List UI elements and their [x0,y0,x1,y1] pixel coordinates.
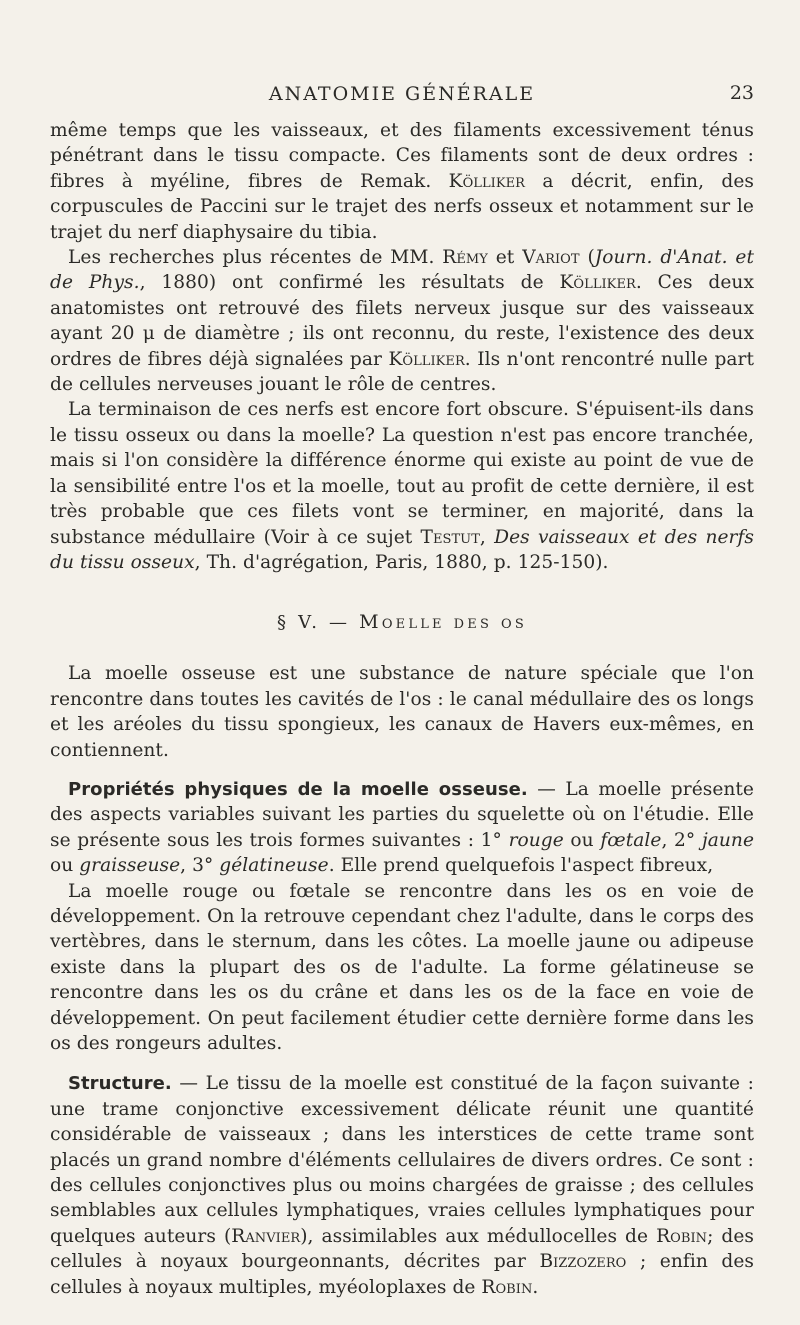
author-name: Robin [481,1276,533,1298]
section-heading: § V. — Moelle des os [277,611,527,634]
paragraph-recent-research: Les recherches plus récentes de MM. Rémy et Variot (Journ. d'Anat. et de Phys., 1880) ont confirmé les résultats de Kölliker. Ces deux anatomistes ont retrouvé des filets nerveux jusque sur des vaisseaux ayant 20 μ de diamètre ; ils ont reconnu, du reste, l'existence des deux ordres de fibres déjà signalées par Kölliker. Ils n'ont rencontré nulle part de cellules nerveuses jouant le rôle de centres. [50,247,755,396]
author-name: Testut [420,526,480,548]
journal-title: Journ. d'Anat. et de Phys. [50,247,755,294]
body-text [50,118,754,1300]
author-name: Ranvier [231,1225,301,1247]
author-name: Rémy [442,247,488,269]
paragraph-structure: Structure. — Le tissu de la moelle est constitué de la façon suivante : une trame conjonctive excessivement délicate réunit une quantité considérable de vaisseaux ; dans les interstices de cette trame sont placés un grand nombre d'éléments cellulaires de divers ordres. Ce sont : des cellules conjonctives plus ou moins chargées de graisse ; des cellules semblables aux cellules lymphatiques, vraies cellules lymphatiques pour quelques auteurs (Ranvier), assimilables aux médullocelles de Robin; des cellules à noyaux bourgeonnants, décrites par Bizzozero ; enfin des cellules à noyaux multiples, myéoloplaxes de Robin. [50,1073,754,1298]
page-header [50,0,754,118]
author-name: Bizzozero [539,1251,627,1273]
run-in-heading: Structure. [68,1073,172,1095]
author-name: Kölliker [559,272,636,294]
paragraph-physical-properties: Propriétés physiques de la moelle osseuse. — La moelle présente des aspects variables suivant les parties du squelette où on l'étudie. Elle se présente sous les trois formes suivantes : 1° rouge ou fœtale, 2° jaune ou graisseuse, 3° gélatineuse. Elle prend quelquefois l'aspect fibreux, [50,778,754,877]
thesis-title: Des vaisseaux et des nerfs du tissu osseux [50,526,755,573]
author-name: Robin [656,1225,708,1247]
running-title: ANATOMIE GÉNÉRALE [268,83,536,105]
paragraph-bone-marrow-intro: La moelle osseuse est une substance de nature spéciale que l'on rencontre dans toutes les cavités de l'os : le canal médullaire des os longs et les aréoles du tissu spongieux, les canaux de Havers eux-mêmes, en contiennent. [50,663,754,761]
run-in-heading: Propriétés physiques de la moelle osseuse. [68,778,528,800]
page-number: 23 [729,82,754,104]
paragraph-marrow-types: La moelle rouge ou fœtale se rencontre dans les os en voie de développement. On la retrouve cependant chez l'adulte, dans le corps des vertèbres, dans le sternum, dans les côtes. La moelle jaune ou adipeuse existe dans la plupart des os de l'adulte. La forme gélatineuse se rencontre dans les os du crâne et dans les os de la face en voie de développement. On peut facilement étudier cette dernière forme dans les os des rongeurs adultes. [50,880,754,1054]
paragraph-nerve-filaments: même temps que les vaisseaux, et des filaments excessivement ténus pénétrant dans le tissu compacte. Ces filaments sont de deux ordres : fibres à myéline, fibres de Remak. Kölliker a décrit, enfin, des corpuscules de Paccini sur le trajet des nerfs osseux et notamment sur le trajet du nerf diaphysaire du tibia. [50,120,754,243]
author-name: Kölliker [448,170,525,192]
paragraph-nerve-termination: La terminaison de ces nerfs est encore fort obscure. S'épuisent-ils dans le tissu osseux ou dans la moelle? La question n'est pas encore tranchée, mais si l'on considère la différence énorme qui existe au point de vue de la sensibilité entre l'os et la moelle, tout au profit de cette dernière, il est très probable que ces filets vont se terminer, en majorité, dans la substance médullaire (Voir à ce sujet Testut, Des vaisseaux et des nerfs du tissu osseux, Th. d'agrégation, Paris, 1880, p. 125-150). [50,399,755,573]
author-name: Kölliker [388,348,465,370]
author-name: Variot [522,247,580,269]
